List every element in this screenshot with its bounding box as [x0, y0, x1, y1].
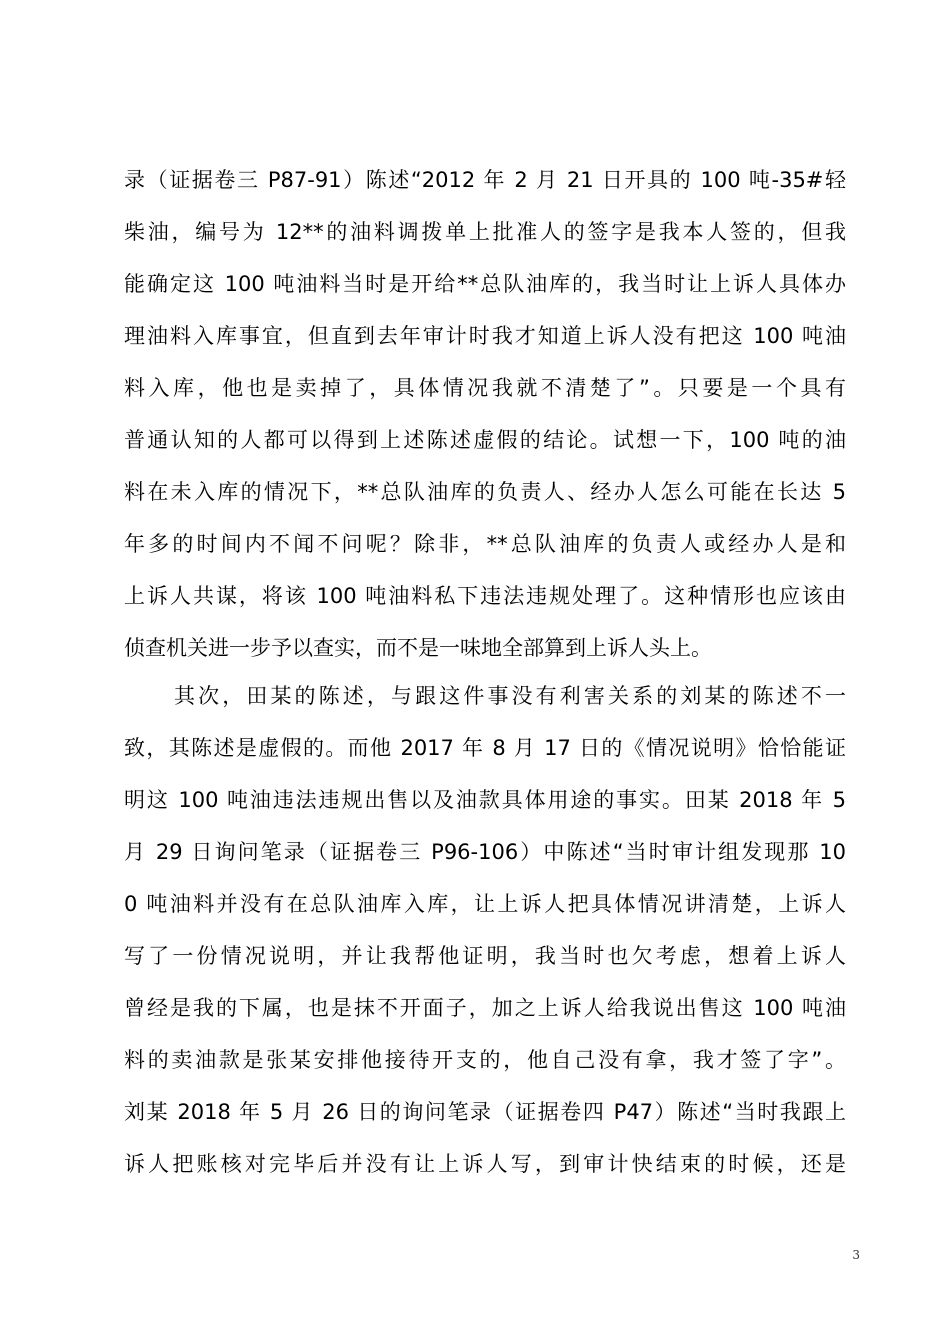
text-line: 上诉人共谋，将该 100 吨油料私下违法违规处理了。这种情形也应该由 — [124, 584, 846, 608]
text-line: 0 吨油料并没有在总队油库入库，让上诉人把具体情况讲清楚，上诉人 — [124, 892, 846, 916]
page-number: 3 — [852, 1248, 860, 1262]
text-line: 月 29 日询问笔录（证据卷三 P96-106）中陈述“当时审计组发现那 10 — [124, 840, 846, 864]
text-line: 致，其陈述是虚假的。而他 2017 年 8 月 17 日的《情况说明》恰恰能证 — [124, 736, 846, 760]
text-line: 刘某 2018 年 5 月 26 日的询问笔录（证据卷四 P47）陈述“当时我跟上 — [124, 1100, 846, 1124]
text-line: 明这 100 吨油违法违规出售以及油款具体用途的事实。田某 2018 年 5 — [124, 788, 846, 812]
text-line: 年多的时间内不闻不问呢？除非，**总队油库的负责人或经办人是和 — [124, 532, 846, 556]
text-line: 写了一份情况说明，并让我帮他证明，我当时也欠考虑，想着上诉人 — [124, 944, 846, 968]
text-line: 能确定这 100 吨油料当时是开给**总队油库的，我当时让上诉人具体办 — [124, 272, 846, 296]
text-line: 料在未入库的情况下，**总队油库的负责人、经办人怎么可能在长达 5 — [124, 480, 846, 504]
text-line: 诉人把账核对完毕后并没有让上诉人写，到审计快结束的时候，还是 — [124, 1152, 846, 1176]
text-line: 录（证据卷三 P87-91）陈述“2012 年 2 月 21 日开具的 100 吨-35#轻 — [124, 168, 846, 192]
text-line: 曾经是我的下属，也是抹不开面子，加之上诉人给我说出售这 100 吨油 — [124, 996, 846, 1020]
text-line: 柴油，编号为 12**的油料调拨单上批准人的签字是我本人签的，但我 — [124, 220, 846, 244]
text-line: 料的卖油款是张某安排他接待开支的，他自己没有拿，我才签了字”。 — [124, 1048, 846, 1072]
text-line: 理油料入库事宜，但直到去年审计时我才知道上诉人没有把这 100 吨油 — [124, 324, 846, 348]
text-line: 其次，田某的陈述，与跟这件事没有利害关系的刘某的陈述不一 — [174, 684, 846, 708]
text-line: 料入库，他也是卖掉了，具体情况我就不清楚了”。只要是一个具有 — [124, 376, 846, 400]
text-line: 侦查机关进一步予以查实，而不是一味地全部算到上诉人头上。 — [124, 636, 712, 660]
text-line: 普通认知的人都可以得到上述陈述虚假的结论。试想一下，100 吨的油 — [124, 428, 846, 452]
